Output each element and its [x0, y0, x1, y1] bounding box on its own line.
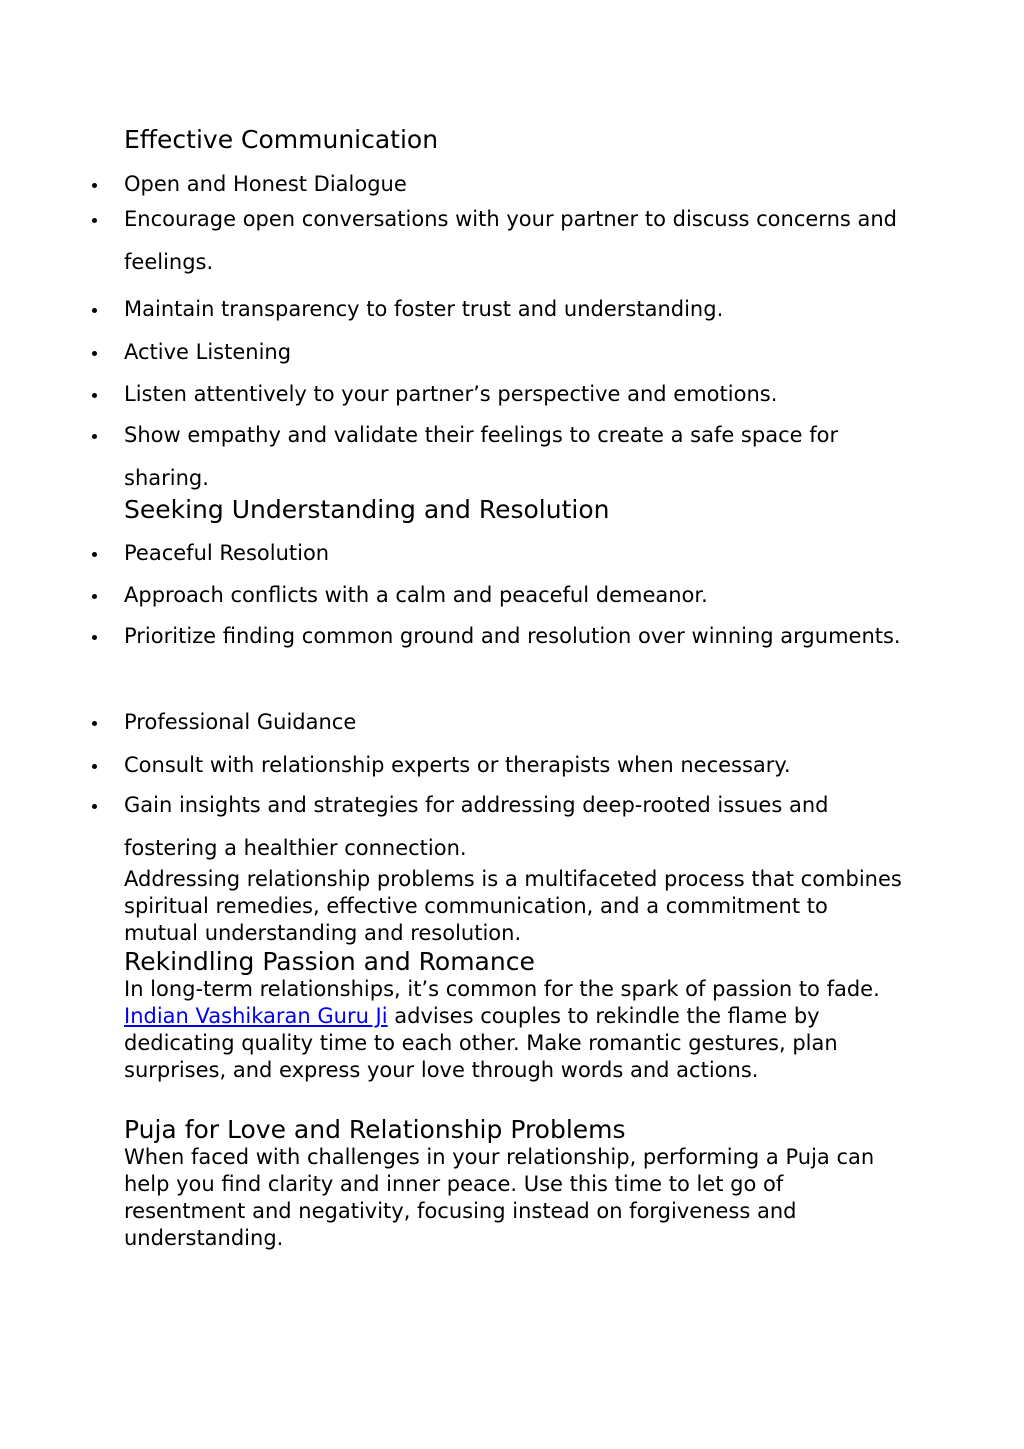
heading-rekindling-passion: Rekindling Passion and Romance [124, 947, 535, 976]
list-item: Consult with relationship experts or therapists when necessary. [124, 744, 914, 787]
list-item: Peaceful Resolution [124, 532, 914, 575]
list-item: Gain insights and strategies for addressing deep-rooted issues and fostering a healthier connection. [124, 784, 914, 870]
rekindling-text-end: advises couples to rekindle the flame by dedicating quality time to each other. Make romantic gestures, plan surprises, and express your love through words and actions. [124, 1004, 838, 1082]
list-item: Approach conflicts with a calm and peaceful demeanor. [124, 574, 914, 617]
list-item: Encourage open conversations with your partner to discuss concerns and feelings. [124, 198, 914, 284]
summary-paragraph: Addressing relationship problems is a multifaceted process that combines spiritual remedies, effective communication, and a commitment to mutual understanding and resolution. [124, 867, 902, 945]
puja-paragraph: When faced with challenges in your relationship, performing a Puja can help you find clarity and inner peace. Use this time to let go of resentment and negativity, focusing instead on forgiveness and understanding. [124, 1145, 875, 1250]
heading-effective-communication: Effective Communication [124, 125, 439, 154]
list-item: Open and Honest Dialogue [124, 163, 914, 206]
rekindling-text-start: In long-term relationships, it’s common for the spark of passion to fade. [124, 977, 880, 1001]
heading-puja: Puja for Love and Relationship Problems [124, 1115, 626, 1144]
list-item: Professional Guidance [124, 701, 914, 744]
list-item: Show empathy and validate their feelings to create a safe space for sharing. [124, 414, 914, 500]
heading-seeking-understanding: Seeking Understanding and Resolution [124, 495, 610, 524]
rekindling-paragraph [124, 976, 904, 1084]
list-item: Maintain transparency to foster trust and understanding. [124, 288, 914, 331]
list-item: Prioritize finding common ground and resolution over winning arguments. [124, 615, 914, 658]
list-item: Listen attentively to your partner’s perspective and emotions. [124, 373, 914, 416]
list-item: Active Listening [124, 331, 914, 374]
vashikaran-guru-link[interactable]: Indian Vashikaran Guru Ji [124, 1004, 388, 1028]
